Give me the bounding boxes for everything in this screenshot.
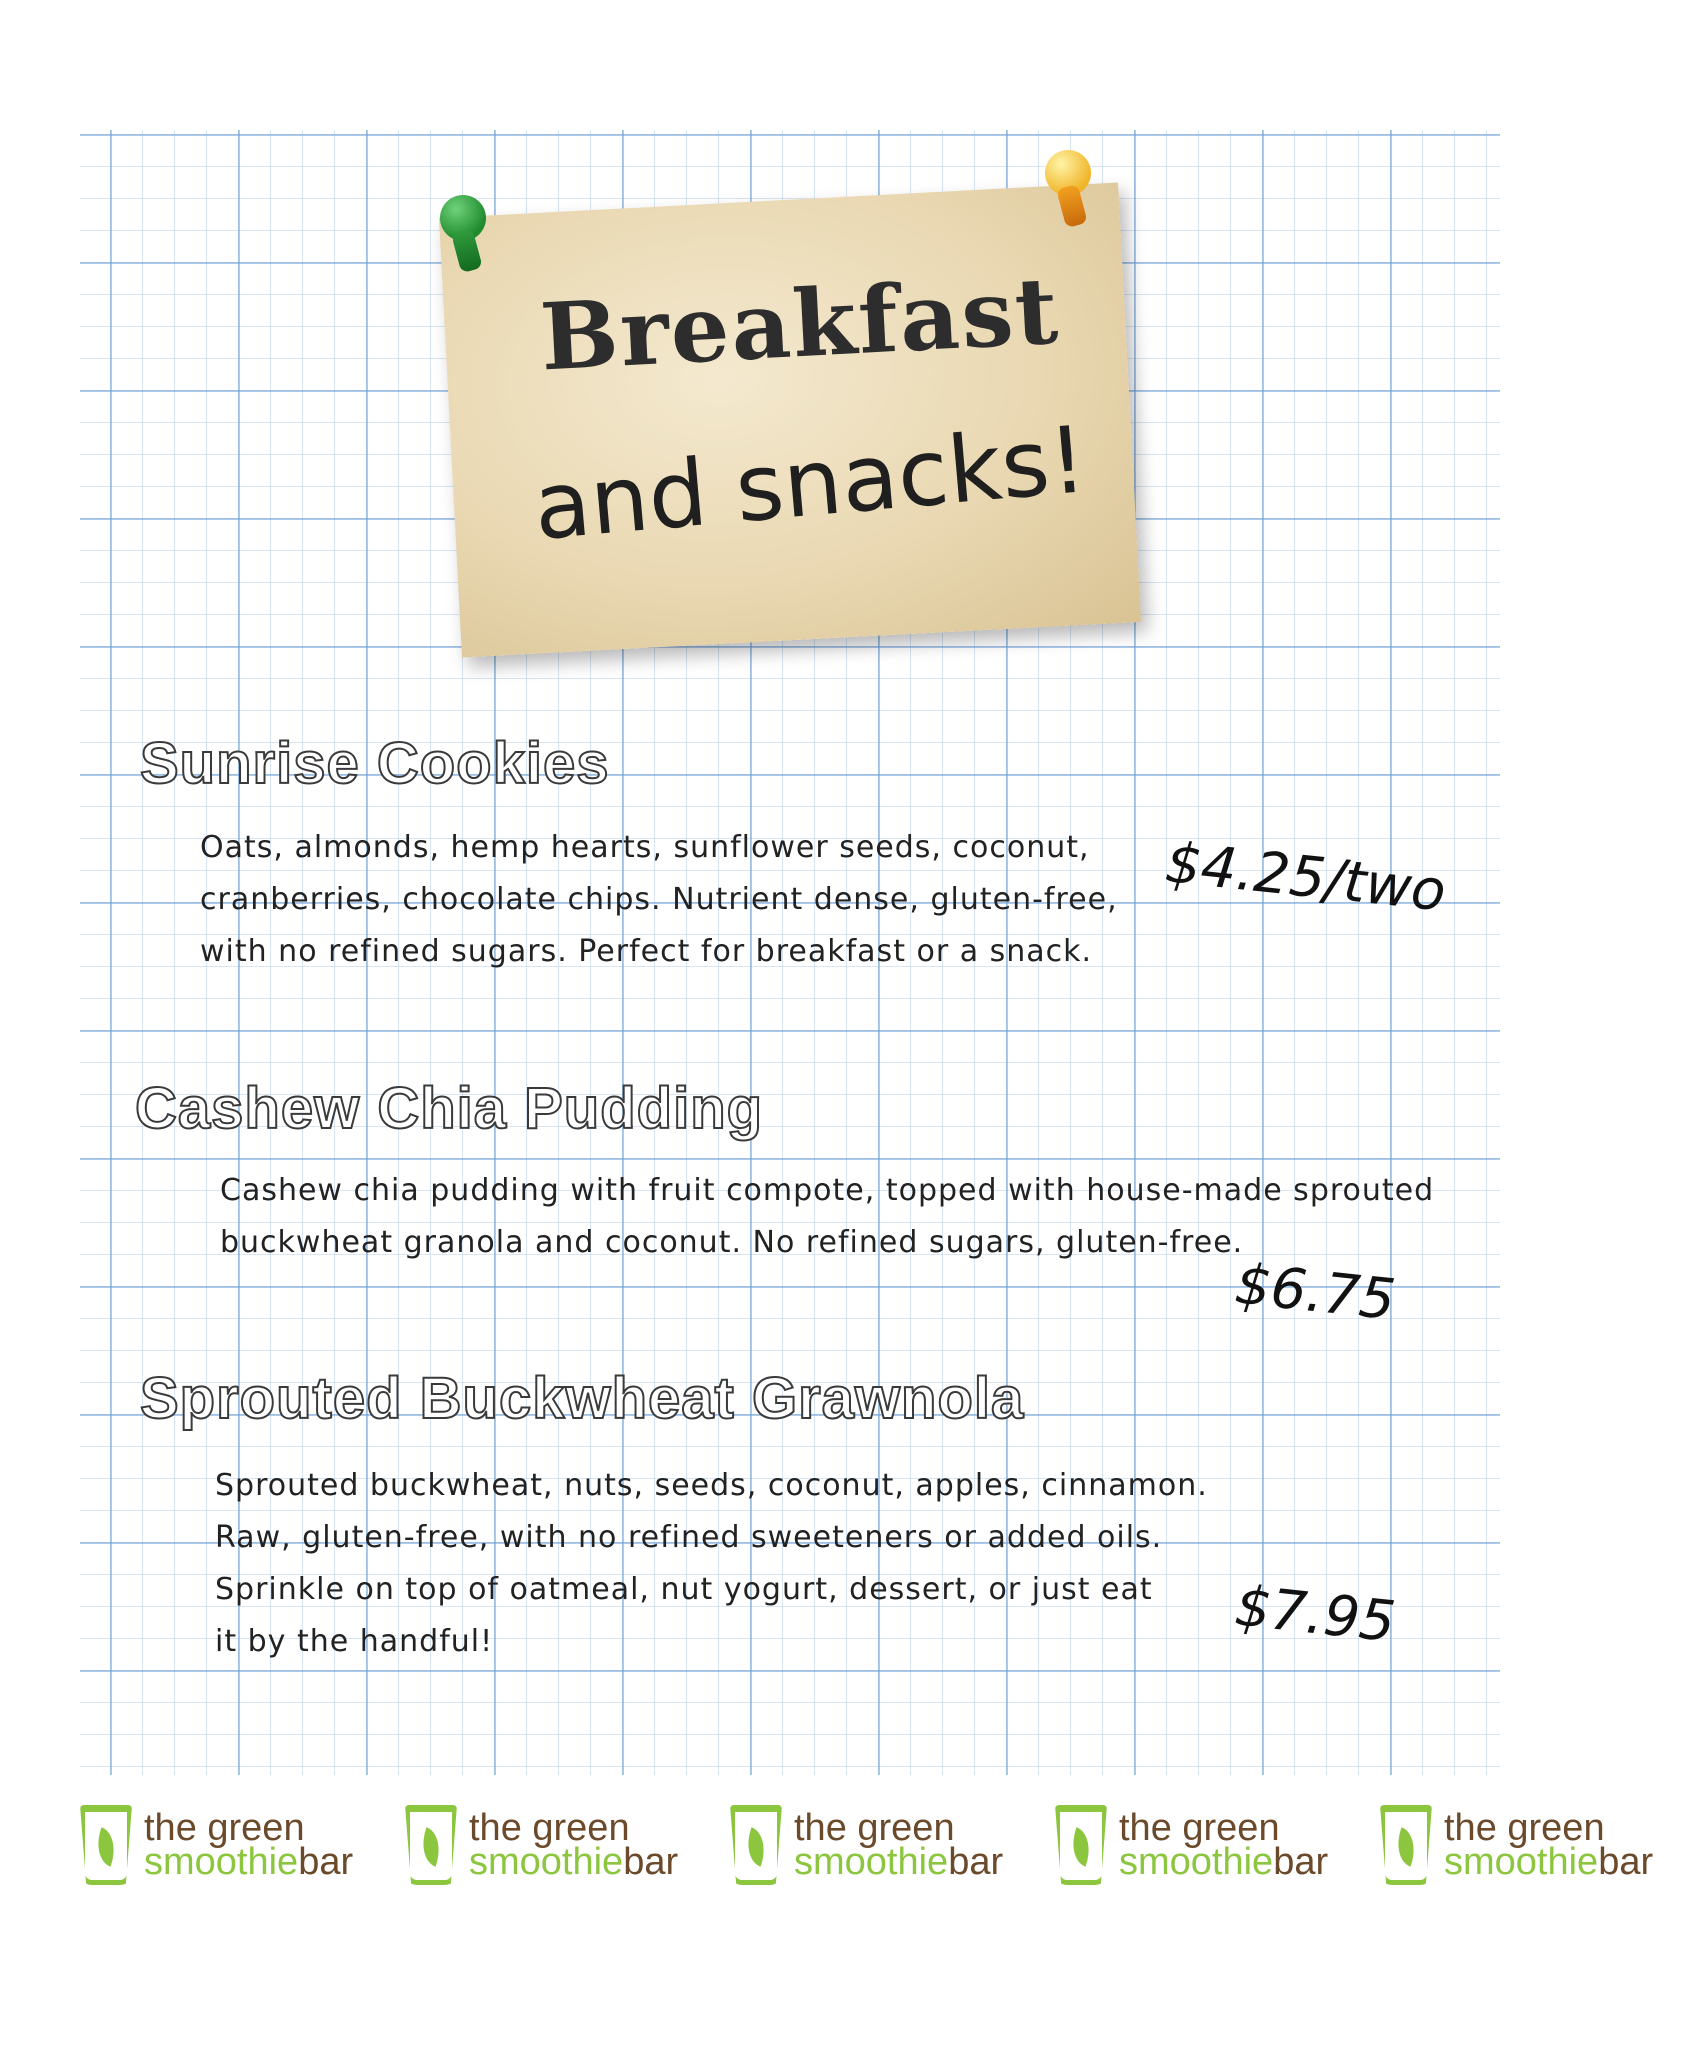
price-sprouted-buckwheat-grawnola: $7.95: [1232, 1573, 1399, 1656]
orange-pushpin-icon: [1035, 150, 1105, 240]
price-sunrise-cookies: $4.25/two: [1162, 830, 1449, 925]
brand-line-2a: smoothie: [469, 1841, 624, 1883]
description-line: Cashew chia pudding with fruit compote, topped with house-made sprouted: [220, 1173, 1435, 1208]
item-name-cashew-chia-pudding: Cashew Chia Pudding: [135, 1076, 764, 1141]
description-line: cranberries, chocolate chips. Nutrient dense, gluten-free,: [200, 882, 1118, 917]
description-line: Sprouted buckwheat, nuts, seeds, coconut, apples, cinnamon.: [215, 1468, 1208, 1503]
description-line: with no refined sugars. Perfect for breakfast or a snack.: [200, 934, 1093, 969]
brand-logo: [80, 1800, 405, 1890]
brand-logo: [1380, 1800, 1705, 1890]
page-subtitle: and snacks!: [529, 406, 1091, 561]
cup-leaf-icon: [405, 1805, 457, 1885]
brand-line-2a: smoothie: [794, 1841, 949, 1883]
page-title: Breakfast: [537, 256, 1063, 392]
description-line: Raw, gluten-free, with no refined sweeteners or added oils.: [215, 1520, 1163, 1555]
brand-line-2b: bar: [623, 1841, 679, 1883]
item-name-sprouted-buckwheat-grawnola: Sprouted Buckwheat Grawnola: [140, 1366, 1025, 1431]
brand-line-2b: bar: [298, 1841, 354, 1883]
price-cashew-chia-pudding: $6.75: [1232, 1251, 1399, 1334]
brand-line-2b: bar: [1598, 1841, 1654, 1883]
brand-line-1: the green: [144, 1807, 305, 1849]
brand-line-2a: smoothie: [1444, 1841, 1599, 1883]
brand-line-1: the green: [1444, 1807, 1605, 1849]
item-name-sunrise-cookies: Sunrise Cookies: [140, 731, 610, 796]
description-line: Oats, almonds, hemp hearts, sunflower seeds, coconut,: [200, 830, 1090, 865]
footer-logo-strip: [80, 1800, 1654, 1890]
green-pushpin-icon: [430, 195, 500, 285]
description-line: it by the handful!: [215, 1624, 494, 1659]
cup-leaf-icon: [1055, 1805, 1107, 1885]
description-line: Sprinkle on top of oatmeal, nut yogurt, dessert, or just eat: [215, 1572, 1153, 1607]
brand-line-1: the green: [1119, 1807, 1280, 1849]
cup-leaf-icon: [80, 1805, 132, 1885]
description-line: buckwheat granola and coconut. No refined sugars, gluten-free.: [220, 1225, 1244, 1260]
brand-line-2b: bar: [948, 1841, 1004, 1883]
brand-line-1: the green: [794, 1807, 955, 1849]
brand-logo: [1055, 1800, 1380, 1890]
brand-logo: [730, 1800, 1055, 1890]
item-description-sprouted-buckwheat-grawnola: [215, 1460, 1208, 1668]
brand-line-1: the green: [469, 1807, 630, 1849]
item-description-sunrise-cookies: [200, 822, 1118, 978]
cup-leaf-icon: [730, 1805, 782, 1885]
brand-line-2a: smoothie: [144, 1841, 299, 1883]
cup-leaf-icon: [1380, 1805, 1432, 1885]
brand-logo: [405, 1800, 730, 1890]
brand-line-2b: bar: [1273, 1841, 1329, 1883]
brand-line-2a: smoothie: [1119, 1841, 1274, 1883]
